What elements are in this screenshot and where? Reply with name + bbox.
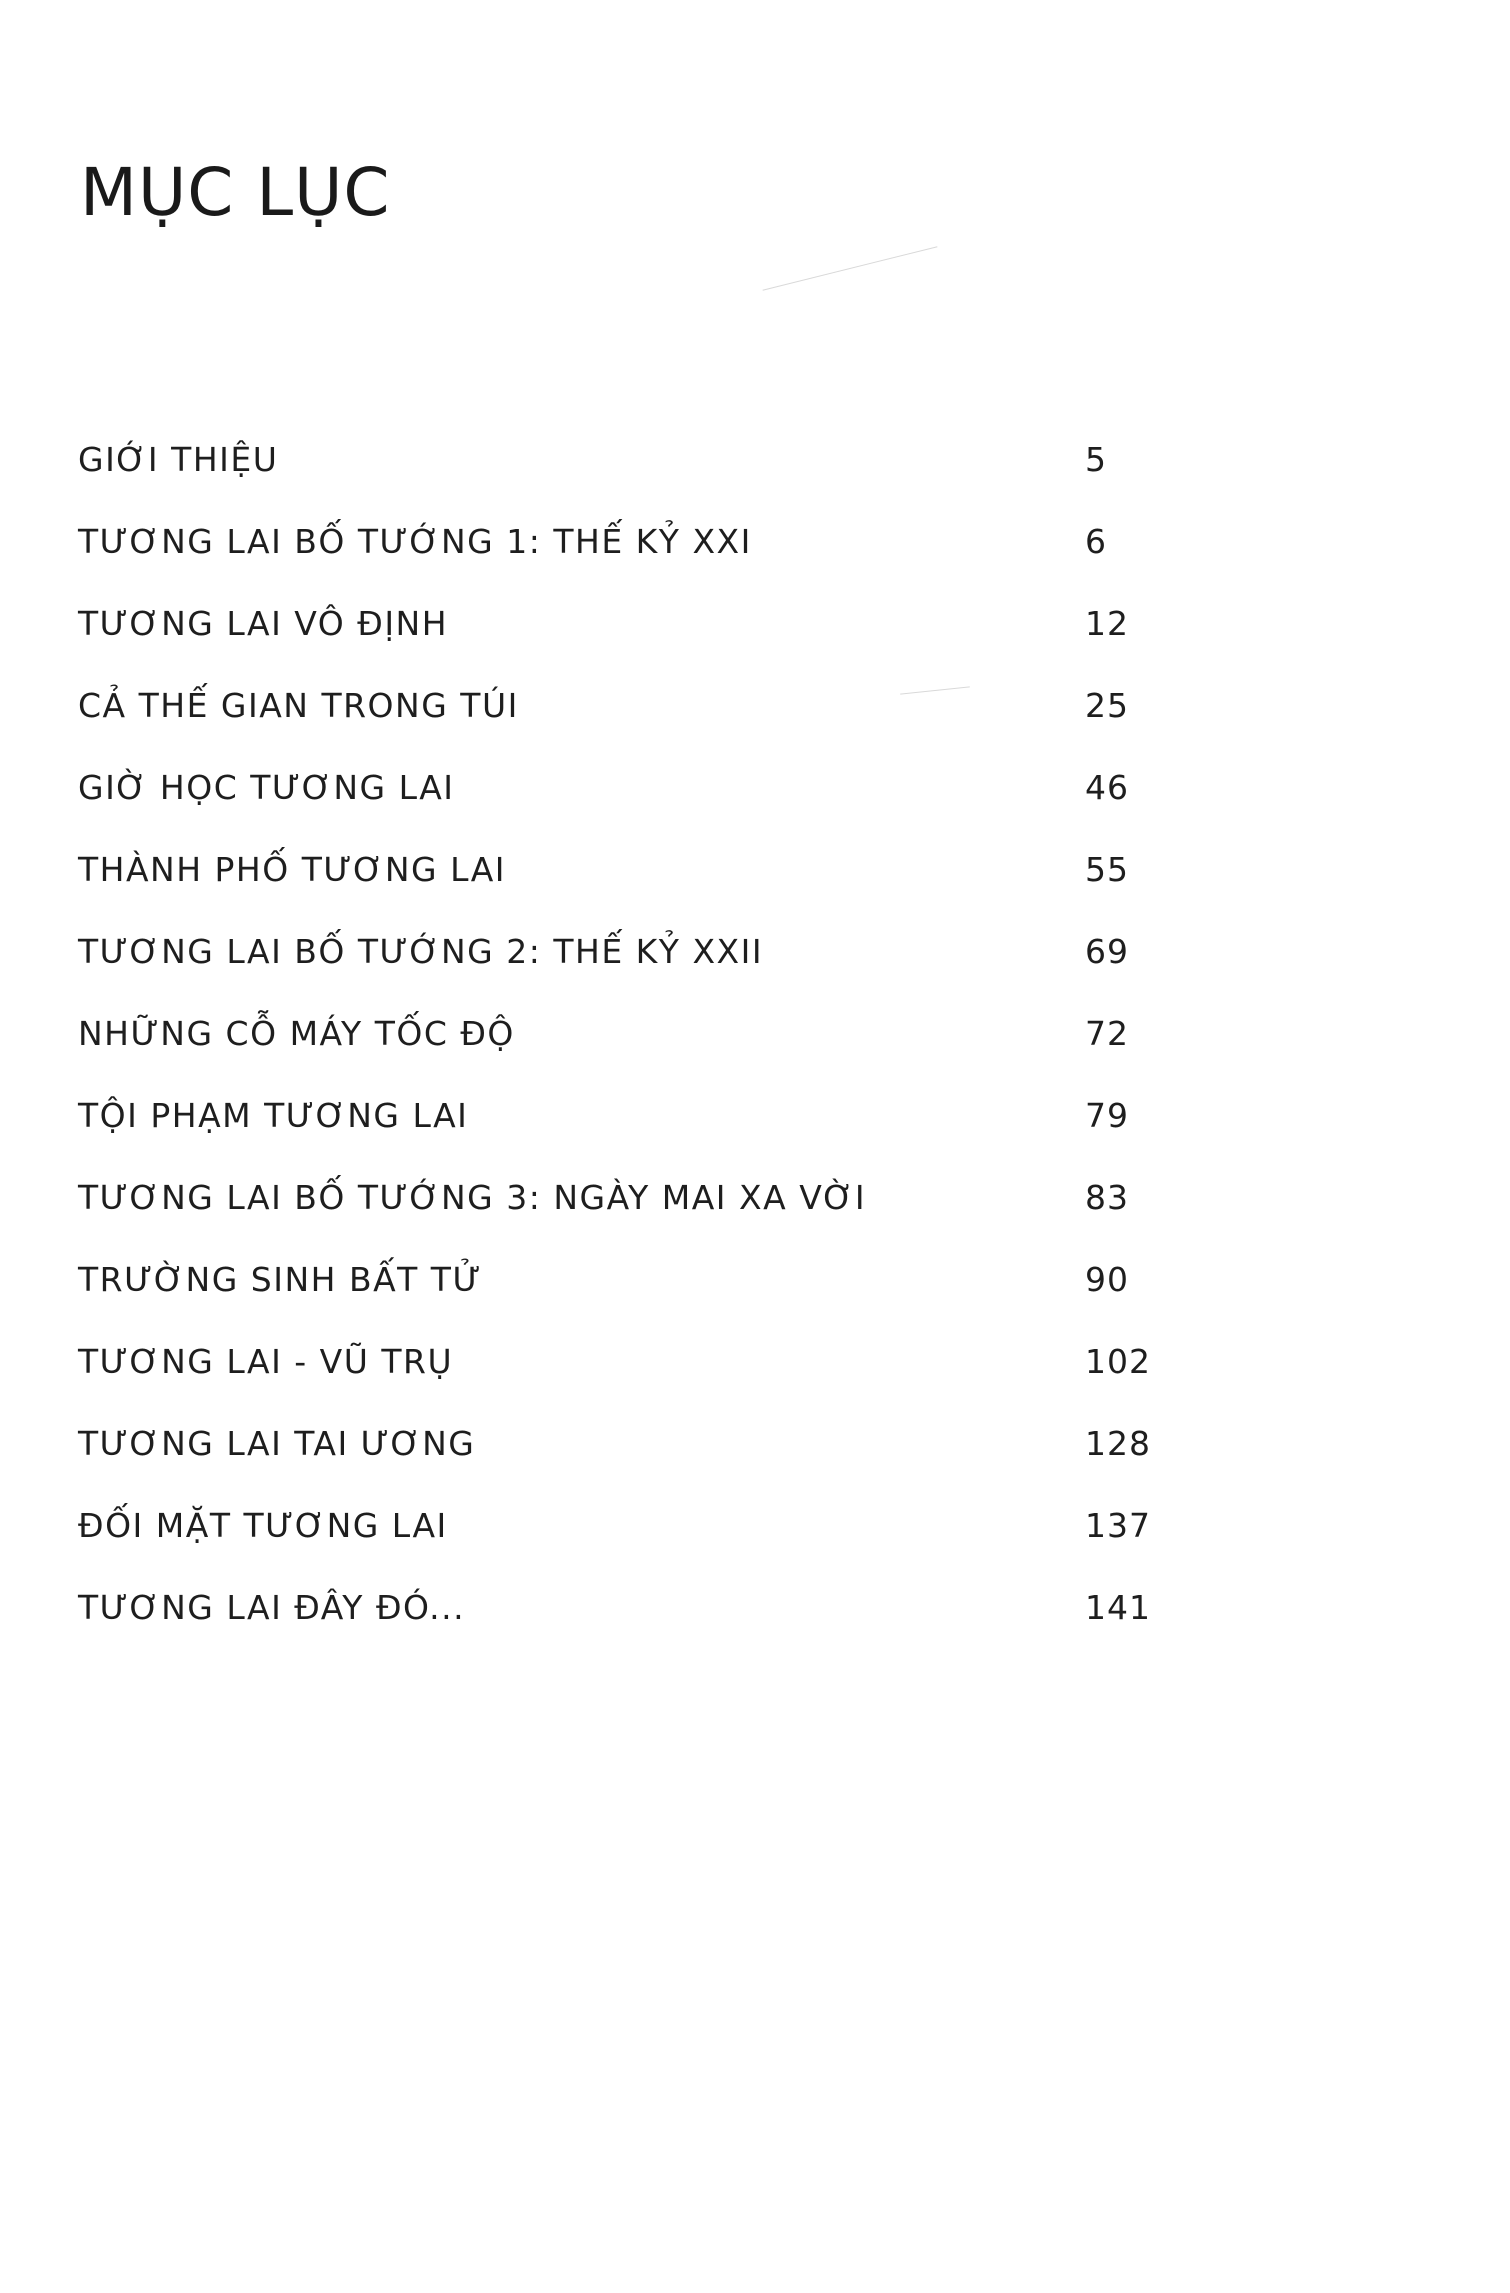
toc-entry-title: TƯƠNG LAI - VŨ TRỤ — [78, 1341, 454, 1381]
toc-entry-title: GIỜ HỌC TƯƠNG LAI — [78, 767, 455, 807]
toc-entry-page-number: 12 — [1085, 603, 1129, 643]
toc-entry-title: THÀNH PHỐ TƯƠNG LAI — [78, 849, 507, 889]
toc-entry — [78, 664, 1138, 746]
toc-entry — [78, 1156, 1138, 1238]
toc-entry — [78, 828, 1138, 910]
toc-entry-page-number: 137 — [1085, 1505, 1151, 1545]
toc-entry-title: TƯƠNG LAI ĐÂY ĐÓ... — [78, 1587, 466, 1627]
toc-entry — [78, 746, 1138, 828]
toc-entry-page-number: 83 — [1085, 1177, 1129, 1217]
toc-entry-page-number: 69 — [1085, 931, 1129, 971]
toc-entry-title: TỘI PHẠM TƯƠNG LAI — [78, 1095, 469, 1135]
toc-entry-page-number: 128 — [1085, 1423, 1151, 1463]
toc-entry-page-number: 90 — [1085, 1259, 1129, 1299]
toc-entry — [78, 1566, 1151, 1648]
toc-entry — [78, 1484, 1151, 1566]
table-of-contents — [78, 418, 1151, 1648]
toc-entry — [78, 1320, 1151, 1402]
toc-entry-title: GIỚI THIỆU — [78, 439, 279, 479]
toc-entry-page-number: 5 — [1085, 439, 1107, 479]
toc-entry-page-number: 6 — [1085, 521, 1107, 561]
toc-entry-title: CẢ THẾ GIAN TRONG TÚI — [78, 685, 519, 725]
toc-entry-title: TƯƠNG LAI VÔ ĐỊNH — [78, 603, 449, 643]
toc-entry-title: TƯƠNG LAI BỐ TƯỚNG 1: THẾ KỶ XXI — [78, 521, 752, 561]
toc-entry — [78, 418, 1138, 500]
toc-entry-page-number: 102 — [1085, 1341, 1151, 1381]
toc-entry — [78, 1238, 1138, 1320]
toc-entry-page-number: 72 — [1085, 1013, 1129, 1053]
toc-entry — [78, 1402, 1151, 1484]
toc-entry-title: TƯƠNG LAI BỐ TƯỚNG 3: NGÀY MAI XA VỜI — [78, 1177, 867, 1217]
toc-entry-page-number: 79 — [1085, 1095, 1129, 1135]
toc-entry — [78, 1074, 1138, 1156]
toc-entry-page-number: 141 — [1085, 1587, 1151, 1627]
scan-artifact-line — [763, 246, 938, 291]
page-title: MỤC LỤC — [80, 154, 391, 231]
toc-entry-title: ĐỐI MẶT TƯƠNG LAI — [78, 1505, 448, 1545]
toc-entry — [78, 500, 1138, 582]
toc-entry-title: TƯƠNG LAI TAI ƯƠNG — [78, 1423, 476, 1463]
toc-entry-page-number: 25 — [1085, 685, 1129, 725]
toc-entry-title: NHỮNG CỖ MÁY TỐC ĐỘ — [78, 1013, 515, 1053]
toc-entry — [78, 910, 1138, 992]
toc-entry — [78, 582, 1138, 664]
toc-entry-page-number: 55 — [1085, 849, 1129, 889]
toc-entry-title: TRƯỜNG SINH BẤT TỬ — [78, 1259, 483, 1299]
toc-entry-title: TƯƠNG LAI BỐ TƯỚNG 2: THẾ KỶ XXII — [78, 931, 764, 971]
toc-entry — [78, 992, 1138, 1074]
toc-entry-page-number: 46 — [1085, 767, 1129, 807]
